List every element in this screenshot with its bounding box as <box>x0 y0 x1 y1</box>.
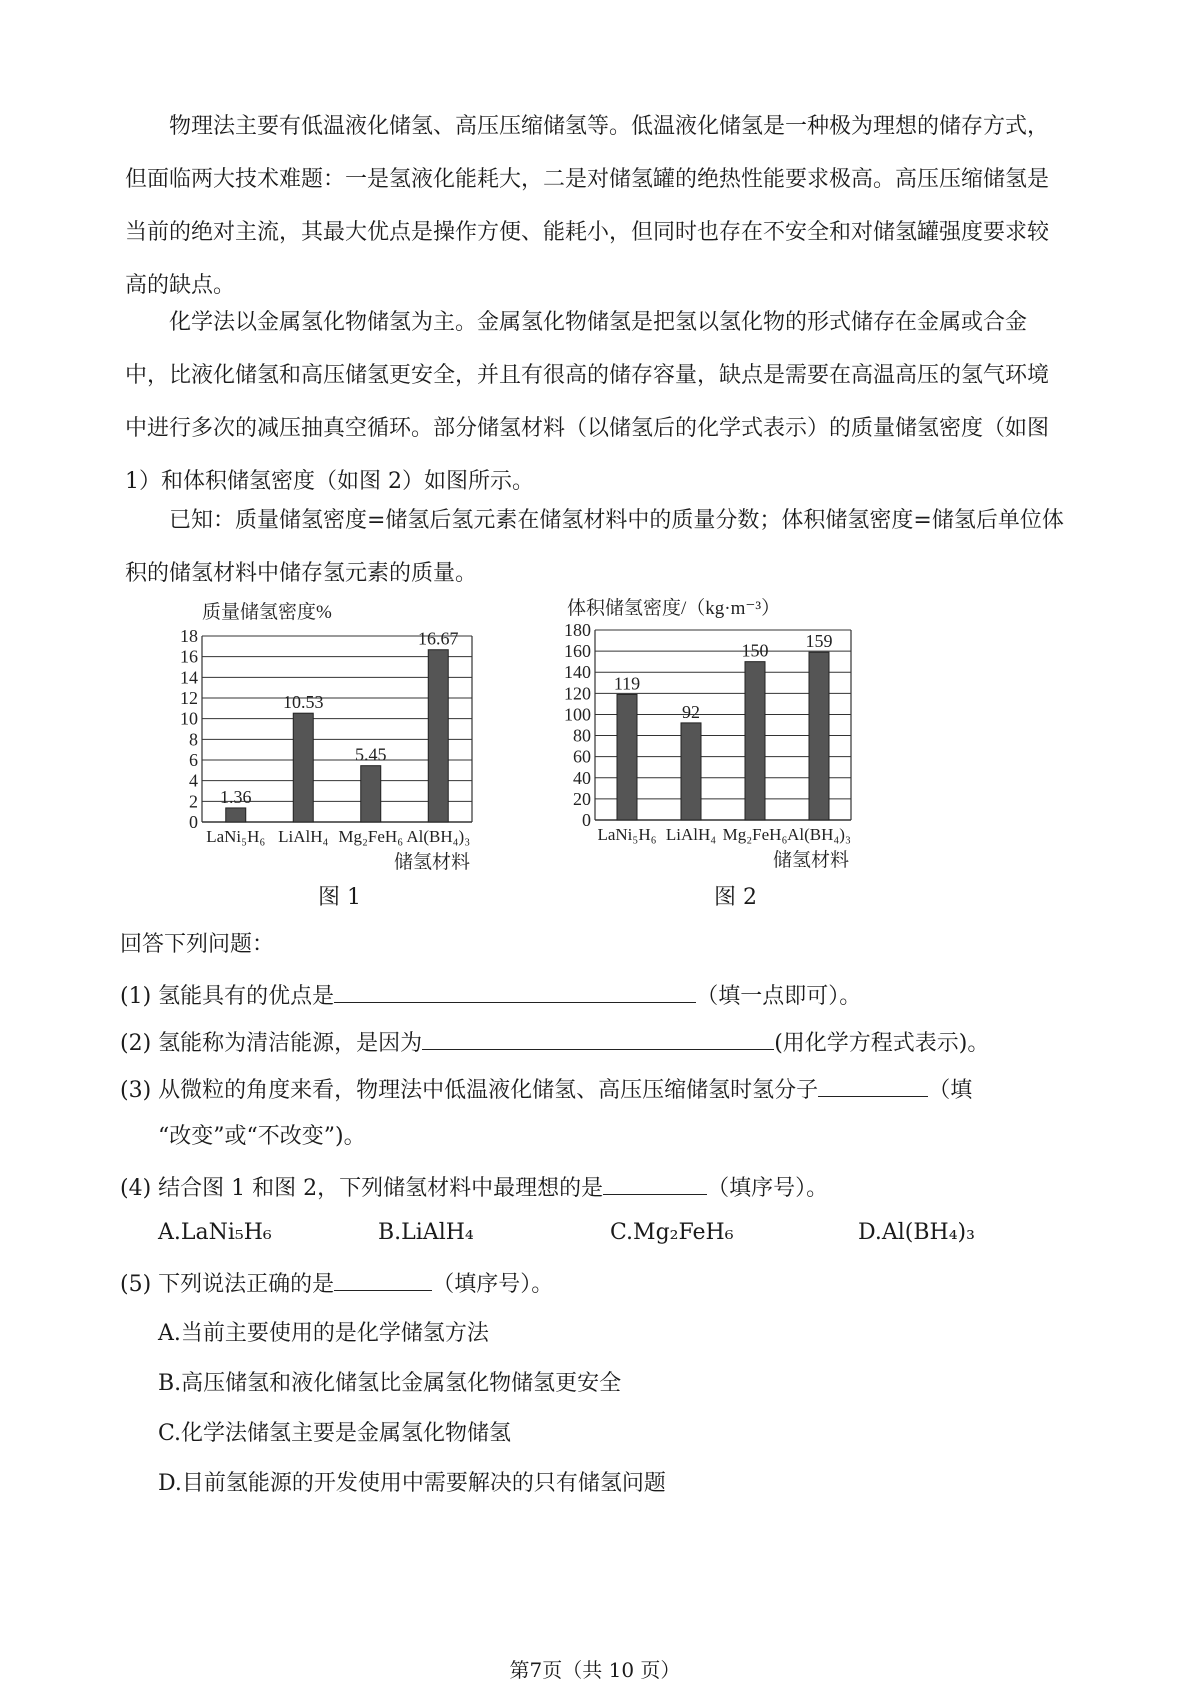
bar-value-label: 5.45 <box>355 744 387 765</box>
y-tick-label: 18 <box>180 626 198 646</box>
answer-blank-4[interactable] <box>603 1172 707 1195</box>
answer-blank-3[interactable] <box>818 1074 928 1097</box>
category-label: LaNi₅H₆ <box>206 827 266 846</box>
question-suffix: （填 <box>928 1078 973 1103</box>
question-2 <box>120 1027 989 1059</box>
chart-title: 质量储氢密度% <box>202 602 332 623</box>
answer-blank-2[interactable] <box>422 1027 774 1050</box>
category-label: Al(BH₄)₃ <box>406 827 471 846</box>
question-1 <box>120 980 861 1012</box>
bar-value-label: 119 <box>613 673 641 694</box>
bar <box>428 650 448 822</box>
figure-1-caption: 图 1 <box>318 885 361 910</box>
category-label: Mg₂FeH₆ <box>722 825 788 844</box>
x-axis-label: 储氢材料 <box>393 852 470 873</box>
question-suffix: （填序号）。 <box>707 1176 829 1201</box>
q4-option-d[interactable]: D.Al(BH₄)₃ <box>858 1220 975 1245</box>
y-tick-label: 140 <box>564 662 591 683</box>
bar <box>226 808 246 822</box>
category-label: LiAlH₄ <box>278 827 329 846</box>
y-tick-label: 40 <box>573 767 591 788</box>
bar <box>361 766 381 822</box>
questions-intro: 回答下列问题： <box>120 932 275 957</box>
question-suffix: （填序号）。 <box>432 1272 554 1297</box>
question-number: (5) <box>120 1272 152 1297</box>
figure-2-caption: 图 2 <box>714 885 757 910</box>
y-tick-label: 10 <box>180 708 198 729</box>
q4-option-b[interactable]: B.LiAlH₄ <box>378 1220 474 1245</box>
y-tick-label: 0 <box>189 812 198 832</box>
bar <box>617 694 637 820</box>
y-tick-label: 14 <box>180 667 198 688</box>
question-suffix: (用化学方程式表示)。 <box>774 1031 990 1056</box>
question-text: 氢能称为清洁能源，是因为 <box>158 1031 423 1056</box>
bar <box>745 662 765 820</box>
question-text: 结合图 1 和图 2，下列储氢材料中最理想的是 <box>158 1176 604 1201</box>
y-tick-label: 180 <box>564 620 591 640</box>
q4-option-a[interactable]: A.LaNi₅H₆ <box>158 1220 272 1245</box>
bar-value-label: 1.36 <box>220 786 252 807</box>
y-tick-label: 100 <box>564 704 591 725</box>
bar-value-label: 10.53 <box>283 692 324 713</box>
page-footer: 第7页（共 10 页） <box>509 1658 681 1682</box>
bar <box>681 723 701 820</box>
bar-value-label: 16.67 <box>418 628 459 649</box>
y-tick-label: 6 <box>189 750 198 770</box>
question-number: (1) <box>120 984 152 1009</box>
question-suffix: （填一点即可）。 <box>696 984 862 1009</box>
category-label: Mg₂FeH₆ <box>338 827 404 846</box>
bar <box>293 713 313 822</box>
y-tick-label: 120 <box>564 683 591 704</box>
question-4 <box>120 1172 828 1204</box>
question-number: (4) <box>120 1176 152 1201</box>
bar-value-label: 150 <box>741 640 769 661</box>
answer-blank-5[interactable] <box>334 1268 432 1291</box>
y-tick-label: 2 <box>189 791 198 812</box>
question-text: 下列说法正确的是 <box>158 1272 335 1297</box>
y-tick-label: 0 <box>582 810 591 830</box>
q5-option-b[interactable]: B.高压储氢和液化储氢比金属氢化物储氢更安全 <box>158 1371 622 1396</box>
question-text: 从微粒的角度来看，物理法中低温液化储氢、高压压缩储氢时氢分子 <box>158 1078 819 1103</box>
paragraph-physical-method: 物理法主要有低温液化储氢、高压压缩储氢等。低温液化储氢是一种极为理想的储存方式，但面临两大技术难题：一是氢液化能耗大，二是对储氢罐的绝热性能要求极高。高压压缩储氢是当前的绝对主流，其最大优点是操作方便、能耗小，但同时也存在不安全和对储氢罐强度要求较高的缺点。 <box>125 114 1050 298</box>
q5-option-d[interactable]: D.目前氢能源的开发使用中需要解决的只有储氢问题 <box>158 1471 666 1496</box>
y-tick-label: 160 <box>564 641 591 662</box>
paragraph-definition: 已知：质量储氢密度=储氢后氢元素在储氢材料中的质量分数；体积储氢密度=储氢后单位体积的储氢材料中储存氢元素的质量。 <box>125 508 1064 586</box>
question-number: (3) <box>120 1078 152 1103</box>
category-label: Al(BH₄)₃ <box>787 825 851 844</box>
chart-title: 体积储氢密度/（kg·m⁻³） <box>567 598 781 619</box>
q5-option-c[interactable]: C.化学法储氢主要是金属氢化物储氢 <box>158 1421 512 1446</box>
answer-blank-1[interactable] <box>334 980 696 1003</box>
paragraph-chemical-method: 化学法以金属氢化物储氢为主。金属氢化物储氢是把氢以氢化物的形式储存在金属或合金中，比液化储氢和高压储氢更安全，并且有很高的储存容量，缺点是需要在高温高压的氢气环境中进行多次的减压抽真空循环。部分储氢材料（以储氢后的化学式表示）的质量储氢密度（如图 1）和体积储氢密度（如图 2）如图所示。 <box>125 310 1050 494</box>
category-label: LiAlH₄ <box>665 825 717 844</box>
y-tick-label: 16 <box>180 646 198 667</box>
y-tick-label: 8 <box>189 729 198 750</box>
q5-option-a[interactable]: A.当前主要使用的是化学储氢方法 <box>158 1321 489 1346</box>
question-text: 氢能具有的优点是 <box>158 984 335 1009</box>
question-number: (2) <box>120 1031 152 1056</box>
y-tick-label: 12 <box>180 688 198 708</box>
bar <box>809 652 829 820</box>
question-3 <box>120 1074 972 1106</box>
chart-mass-density <box>160 598 530 880</box>
y-tick-label: 20 <box>573 788 591 809</box>
y-tick-label: 4 <box>189 770 198 791</box>
y-tick-label: 80 <box>573 725 591 746</box>
bar-value-label: 159 <box>805 631 833 652</box>
bar-value-label: 92 <box>682 701 700 722</box>
y-tick-label: 60 <box>573 746 591 767</box>
category-label: LaNi₅H₆ <box>597 825 657 844</box>
q4-option-c[interactable]: C.Mg₂FeH₆ <box>610 1220 734 1245</box>
x-axis-label: 储氢材料 <box>772 850 849 871</box>
question-5 <box>120 1268 553 1300</box>
question-3-line2: “改变”或“不改变”)。 <box>158 1124 366 1149</box>
chart-volume-density <box>565 594 935 880</box>
